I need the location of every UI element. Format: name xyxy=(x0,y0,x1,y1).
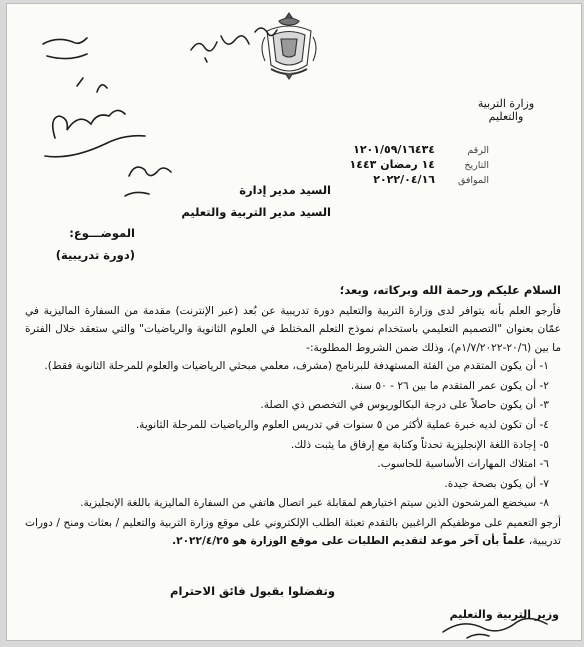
subject-label: الموضـــوع: xyxy=(69,226,135,240)
addressee xyxy=(181,179,331,223)
official-letter xyxy=(6,3,582,641)
circulation-text: أرجو التعميم على موظفيكم الراغبين بالتقدم تعبئة الطلب الإلكتروني على موقع وزارة التربية والتعليم / بعثات ومنح / دورات تدريبية، xyxy=(25,516,561,548)
requirement-item: ٢- أن يكون عمر المتقدم ما بين ٢٦ - ٥٠ سنة. xyxy=(350,379,549,392)
requirement-item: ٣- أن يكون حاصلاً على درجة البكالوريوس في التخصص ذي الصلة. xyxy=(260,399,549,412)
reference-date-label: التاريخ xyxy=(464,160,489,171)
subject xyxy=(25,222,135,266)
requirement-item: ٤- أن تكون لديه خبرة عملية لأكثر من ٥ سنوات في تدريس العلوم والرياضيات للمرحلة الثانوية. xyxy=(135,419,549,431)
greeting: السلام عليكم ورحمة الله وبركاته، وبعد؛ xyxy=(339,283,561,297)
requirement-item: ٨- سيخضع المرشحون الذين سيتم اختيارهم لمقابلة عبر اتصال هاتفي من السفارة الماليزية باللغة الإنجليزية. xyxy=(80,497,549,510)
requirement-item: ٦- امتلاك المهارات الأساسية للحاسوب. xyxy=(377,458,549,471)
minister-title: وزير التربية والتعليم xyxy=(449,608,559,621)
ministry-header: وزارة التربية والتعليم xyxy=(477,97,535,123)
closing-line: وتفضلوا بقبول فائق الاحترام xyxy=(170,584,335,598)
requirement-item: ١- أن يكون المتقدم من الفئة المستهدفة للبرنامج (مشرف، معلمي مبحثي الرياضيات والعلوم للمرحلة الثانوية فقط). xyxy=(44,360,549,373)
handwritten-annotation-icon xyxy=(25,26,195,206)
reference-date-row xyxy=(279,158,489,173)
reference-corresponding-label: الموافق xyxy=(457,175,489,186)
requirement-item: ٧- أن يكون بصحة جيدة. xyxy=(444,477,549,490)
reference-date-value: ١٤ رمضان ١٤٤٣ xyxy=(349,158,435,171)
subject-value: (دورة تدريبية) xyxy=(55,248,135,262)
circulation-deadline: علماً بأن آخر موعد لتقديم الطلبات على موقع الوزارة هو ٢٠٢٢/٤/٢٥. xyxy=(172,535,526,548)
reference-number-label: الرقم xyxy=(467,145,489,156)
body-circulation xyxy=(25,514,561,551)
reference-corresponding-value: ٢٠٢٢/٠٤/١٦ xyxy=(373,173,435,186)
reference-number-row xyxy=(279,143,489,158)
reference-number-value: ١٢٠١/٥٩/١٦٤٣٤ xyxy=(353,143,435,156)
minister-signature-icon xyxy=(437,604,557,640)
handwritten-note-icon xyxy=(185,10,295,70)
requirement-item: ٥- إجادة اللغة الإنجليزية تحدثاً وكتابة مع إرفاق ما يثبت ذلك. xyxy=(290,438,549,451)
addressee-line-1: السيد مدير إدارة xyxy=(239,183,331,197)
letter-body xyxy=(25,302,561,551)
body-intro: فأرجو العلم بأنه يتوافر لدى وزارة التربية والتعليم دورة تدريبية عن بُعد (عبر الإنترنت) مقدمة من السفارة الماليزية في عمّان بعنوان "التصميم التعليمي باستخدام نموذج التعلم المختلط في العلوم الثانوية والرياضيات" والتي ستعقد خلال الفترة ما بين (٢٠/٦-١/٧/٢٠٢٢م)، وذلك ضمن الشروط المطلوبة:- xyxy=(25,305,561,354)
addressee-line-2: السيد مدير التربية والتعليم xyxy=(181,205,331,219)
